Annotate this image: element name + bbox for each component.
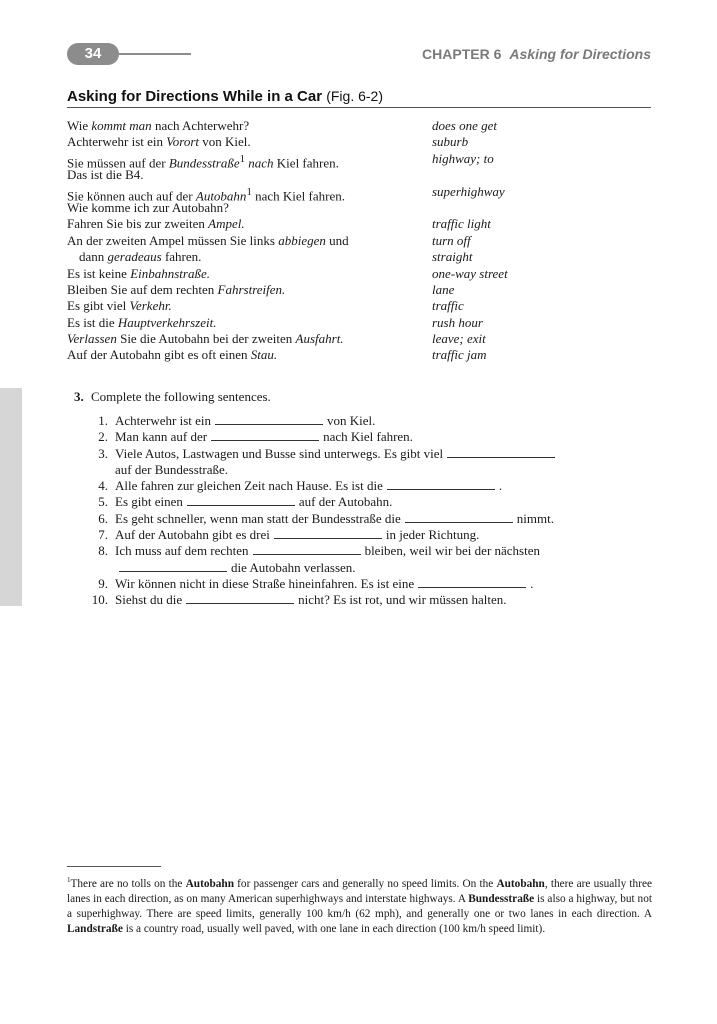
item-sentence: [115, 560, 356, 576]
sentence-text: Ich muss auf dem rechten: [115, 543, 249, 559]
sentence-text: Auf der Autobahn gibt es drei: [115, 527, 270, 543]
german-phrase: [67, 347, 277, 363]
item-number: 7.: [98, 527, 108, 543]
footnote-rule: [67, 866, 161, 867]
text-run: is a country road, usually well paved, with one lane in each direction (100 km/h speed limit).: [122, 923, 546, 936]
item-number: 6.: [98, 510, 108, 526]
item-number: 2.: [98, 429, 108, 445]
sentence-text: in jeder Richtung.: [385, 527, 480, 543]
italic-term: kommt man: [91, 118, 152, 133]
text-run: Achterwehr ist ein: [67, 134, 167, 150]
chapter-label: CHAPTER 6: [422, 46, 502, 62]
answer-blank: [405, 512, 513, 523]
answer-blank: [274, 528, 382, 539]
answer-blank: [447, 447, 555, 458]
text-run: nach Kiel fahren.: [251, 187, 345, 203]
bold-term: Landstraße: [67, 923, 123, 936]
english-gloss: turn off: [432, 232, 471, 248]
italic-term: Stau.: [250, 347, 278, 363]
english-gloss: one-way street: [432, 265, 508, 281]
sentence-text: Viele Autos, Lastwagen und Busse sind unterwegs. Es gibt viel: [115, 445, 444, 461]
text-run: An der zweiten Ampel müssen Sie links: [67, 232, 279, 248]
text-run: is also a highway, but not a superhighway. There are speed limits, generally 100 km/h (62 mph), and generally one or two lanes in each direction. A: [67, 892, 652, 921]
sentence-text: Achterwehr ist ein: [115, 413, 212, 428]
header-rule: [119, 53, 191, 55]
vocab-row: [67, 331, 651, 347]
italic-term: Ampel.: [208, 216, 245, 232]
sentence-text: Wir können nicht in diese Straße hineinfahren. Es ist eine: [115, 575, 415, 591]
exercise-number: 3.: [74, 389, 84, 404]
answer-blank: [387, 479, 495, 490]
vocab-row: [67, 266, 651, 282]
english-gloss: lane: [432, 281, 455, 297]
item-sentence: [115, 592, 507, 608]
item-sentence: [115, 413, 375, 429]
text-run: Das ist die B4.: [67, 167, 144, 183]
item-sentence: [115, 543, 540, 559]
italic-term: Verkehr.: [129, 298, 172, 314]
exercise-item: [74, 511, 654, 527]
exercise-instruction: Complete the following sentences.: [91, 389, 271, 404]
vocab-row: [67, 200, 651, 216]
answer-blank: [119, 561, 227, 572]
text-run: Wie: [67, 118, 92, 133]
item-number: 4.: [98, 478, 108, 494]
sentence-text: Man kann auf der: [115, 429, 208, 445]
text-run: Sie die Autobahn bei der zweiten: [116, 331, 296, 347]
text-run: Kiel fahren.: [273, 155, 339, 171]
german-phrase: [67, 282, 285, 298]
footnote: [67, 873, 652, 938]
item-sentence: [115, 576, 533, 592]
italic-term: geradeaus: [107, 249, 162, 265]
exercise-item: [74, 478, 654, 494]
text-run: nach Achterwehr?: [151, 118, 250, 133]
exercise-item: [74, 543, 654, 559]
german-phrase: [67, 315, 216, 331]
vocab-row: [67, 118, 651, 134]
english-gloss: straight: [432, 249, 473, 265]
exercise-heading: [74, 388, 654, 406]
sentence-text: .: [498, 478, 503, 494]
item-number: 5.: [98, 494, 108, 510]
item-number: 10.: [91, 592, 108, 608]
german-phrase: [67, 134, 251, 150]
english-gloss: does one get: [432, 118, 497, 133]
text-run: Sie können auch auf der: [67, 187, 196, 203]
sentence-text: nimmt.: [516, 510, 554, 526]
sentence-text: Es gibt einen: [115, 494, 183, 510]
exercise-item: [74, 429, 654, 445]
text-run: Es ist keine: [67, 265, 131, 281]
english-gloss: rush hour: [432, 314, 483, 330]
bold-term: Bundesstraße: [468, 892, 535, 905]
exercise-item: [74, 413, 654, 429]
german-phrase: [67, 167, 144, 183]
section-title-text: Asking for Directions While in a Car: [67, 88, 323, 105]
answer-blank: [253, 544, 361, 555]
text-run: dann: [79, 249, 108, 265]
text-run: Auf der Autobahn gibt es oft einen: [67, 347, 251, 363]
vocab-row: [67, 249, 651, 265]
answer-blank: [186, 593, 294, 604]
italic-term: abbiegen: [278, 232, 326, 248]
italic-term: Ausfahrt.: [295, 331, 344, 347]
item-number: 9.: [98, 575, 108, 591]
answer-blank: [211, 430, 319, 441]
exercise-item: [74, 527, 654, 543]
vocab-row: [67, 150, 651, 171]
english-gloss: traffic light: [432, 216, 491, 232]
sentence-text: Siehst du die: [115, 592, 183, 608]
vocab-row: [67, 183, 651, 203]
bold-term: Autobahn: [185, 877, 234, 890]
english-gloss: traffic: [432, 298, 464, 314]
text-run: , there are usually three lanes in each direction, as on many American superhighways and interstate highways. A: [67, 877, 652, 905]
item-number: 8.: [98, 543, 108, 559]
item-sentence: [115, 527, 479, 543]
italic-term: Fahrstreifen.: [217, 281, 286, 297]
sentence-text: die Autobahn verlassen.: [231, 559, 356, 575]
german-phrase: [67, 118, 249, 134]
italic-term: Autobahn: [195, 187, 247, 203]
exercise-item: [74, 494, 654, 510]
exercise-item: [74, 576, 654, 592]
english-gloss: superhighway: [432, 183, 505, 199]
italic-term: Verlassen: [67, 331, 117, 347]
sentence-text: nach Kiel fahren.: [323, 429, 413, 445]
sentence-text: von Kiel.: [327, 413, 376, 428]
german-phrase: [67, 216, 245, 232]
sentence-text: .: [530, 575, 534, 591]
vocab-row: [67, 167, 651, 183]
item-number: 1.: [98, 413, 108, 428]
sentence-text: Alle fahren zur gleichen Zeit nach Hause. Es ist die: [115, 478, 383, 494]
sentence-text: Es geht schneller, wenn man statt der Bundesstraße die: [115, 510, 401, 526]
item-sentence: [115, 446, 559, 462]
text-run: und: [325, 232, 349, 248]
item-sentence: [115, 511, 554, 527]
text-run: fahren.: [161, 249, 202, 265]
text-run: for passenger cars and generally no speed limits. On the: [233, 877, 497, 890]
exercise-3: [74, 388, 654, 609]
exercise-item: [74, 462, 654, 478]
text-run: von Kiel.: [199, 134, 251, 150]
page-number: 34: [67, 43, 119, 65]
german-phrase: [67, 331, 344, 347]
text-run: Fahren Sie bis zur zweiten: [67, 216, 209, 232]
answer-blank: [418, 577, 526, 588]
text-run: Sie müssen auf der: [67, 155, 169, 171]
item-sentence: [115, 462, 228, 478]
exercise-item: [74, 560, 654, 576]
item-sentence: [115, 478, 502, 494]
figure-reference: (Fig. 6-2): [326, 88, 384, 104]
italic-term: nach: [248, 155, 274, 171]
italic-term: Einbahnstraße.: [130, 265, 210, 281]
item-sentence: [115, 494, 392, 510]
vocab-row: [67, 298, 651, 314]
text-run: There are no tolls on the: [70, 877, 186, 890]
italic-term: Hauptverkehrszeit.: [117, 314, 217, 330]
running-head: [422, 46, 651, 62]
text-run: Es ist die: [67, 314, 118, 330]
exercise-items: [74, 413, 654, 609]
vocab-row: [67, 233, 651, 249]
bold-term: Autobahn: [496, 877, 545, 890]
item-sentence: [115, 429, 413, 445]
english-gloss: highway; to: [432, 150, 494, 166]
german-phrase: [67, 233, 349, 249]
chapter-title: Asking for Directions: [509, 46, 651, 62]
german-phrase: [67, 298, 172, 314]
italic-term: Vorort: [166, 134, 200, 150]
vocabulary-list: [67, 118, 651, 364]
vocab-row: [67, 282, 651, 298]
german-phrase: [67, 266, 210, 282]
side-thumb-tab: [0, 388, 22, 606]
vocab-row: [67, 216, 651, 232]
exercise-item: [74, 592, 654, 608]
answer-blank: [215, 414, 323, 425]
section-title: [67, 88, 383, 105]
answer-blank: [187, 495, 295, 506]
vocab-row: [67, 134, 651, 150]
vocab-row: [67, 347, 651, 363]
sentence-text: nicht? Es ist rot, und wir müssen halten.: [298, 592, 507, 608]
german-phrase: [67, 200, 229, 216]
sentence-text: auf der Autobahn.: [298, 494, 393, 510]
exercise-item: [74, 446, 654, 462]
italic-term: Bundesstraße: [168, 155, 240, 171]
vocab-row: [67, 315, 651, 331]
english-gloss: traffic jam: [432, 347, 487, 363]
sentence-text: auf der Bundesstraße.: [115, 461, 228, 477]
english-gloss: suburb: [432, 134, 469, 150]
german-phrase: [79, 249, 201, 265]
text-run: Wie komme ich zur Autobahn?: [67, 199, 229, 215]
text-run: Bleiben Sie auf dem rechten: [67, 281, 218, 297]
text-run: Es gibt viel: [67, 298, 130, 314]
footnote-marker: 1: [67, 876, 71, 884]
title-rule: [67, 107, 651, 108]
item-number: 3.: [98, 445, 108, 461]
english-gloss: leave; exit: [432, 331, 486, 347]
footnote-marker: 1: [246, 185, 252, 198]
footnote-marker: 1: [239, 152, 246, 165]
sentence-text: bleiben, weil wir bei der nächsten: [364, 543, 540, 559]
